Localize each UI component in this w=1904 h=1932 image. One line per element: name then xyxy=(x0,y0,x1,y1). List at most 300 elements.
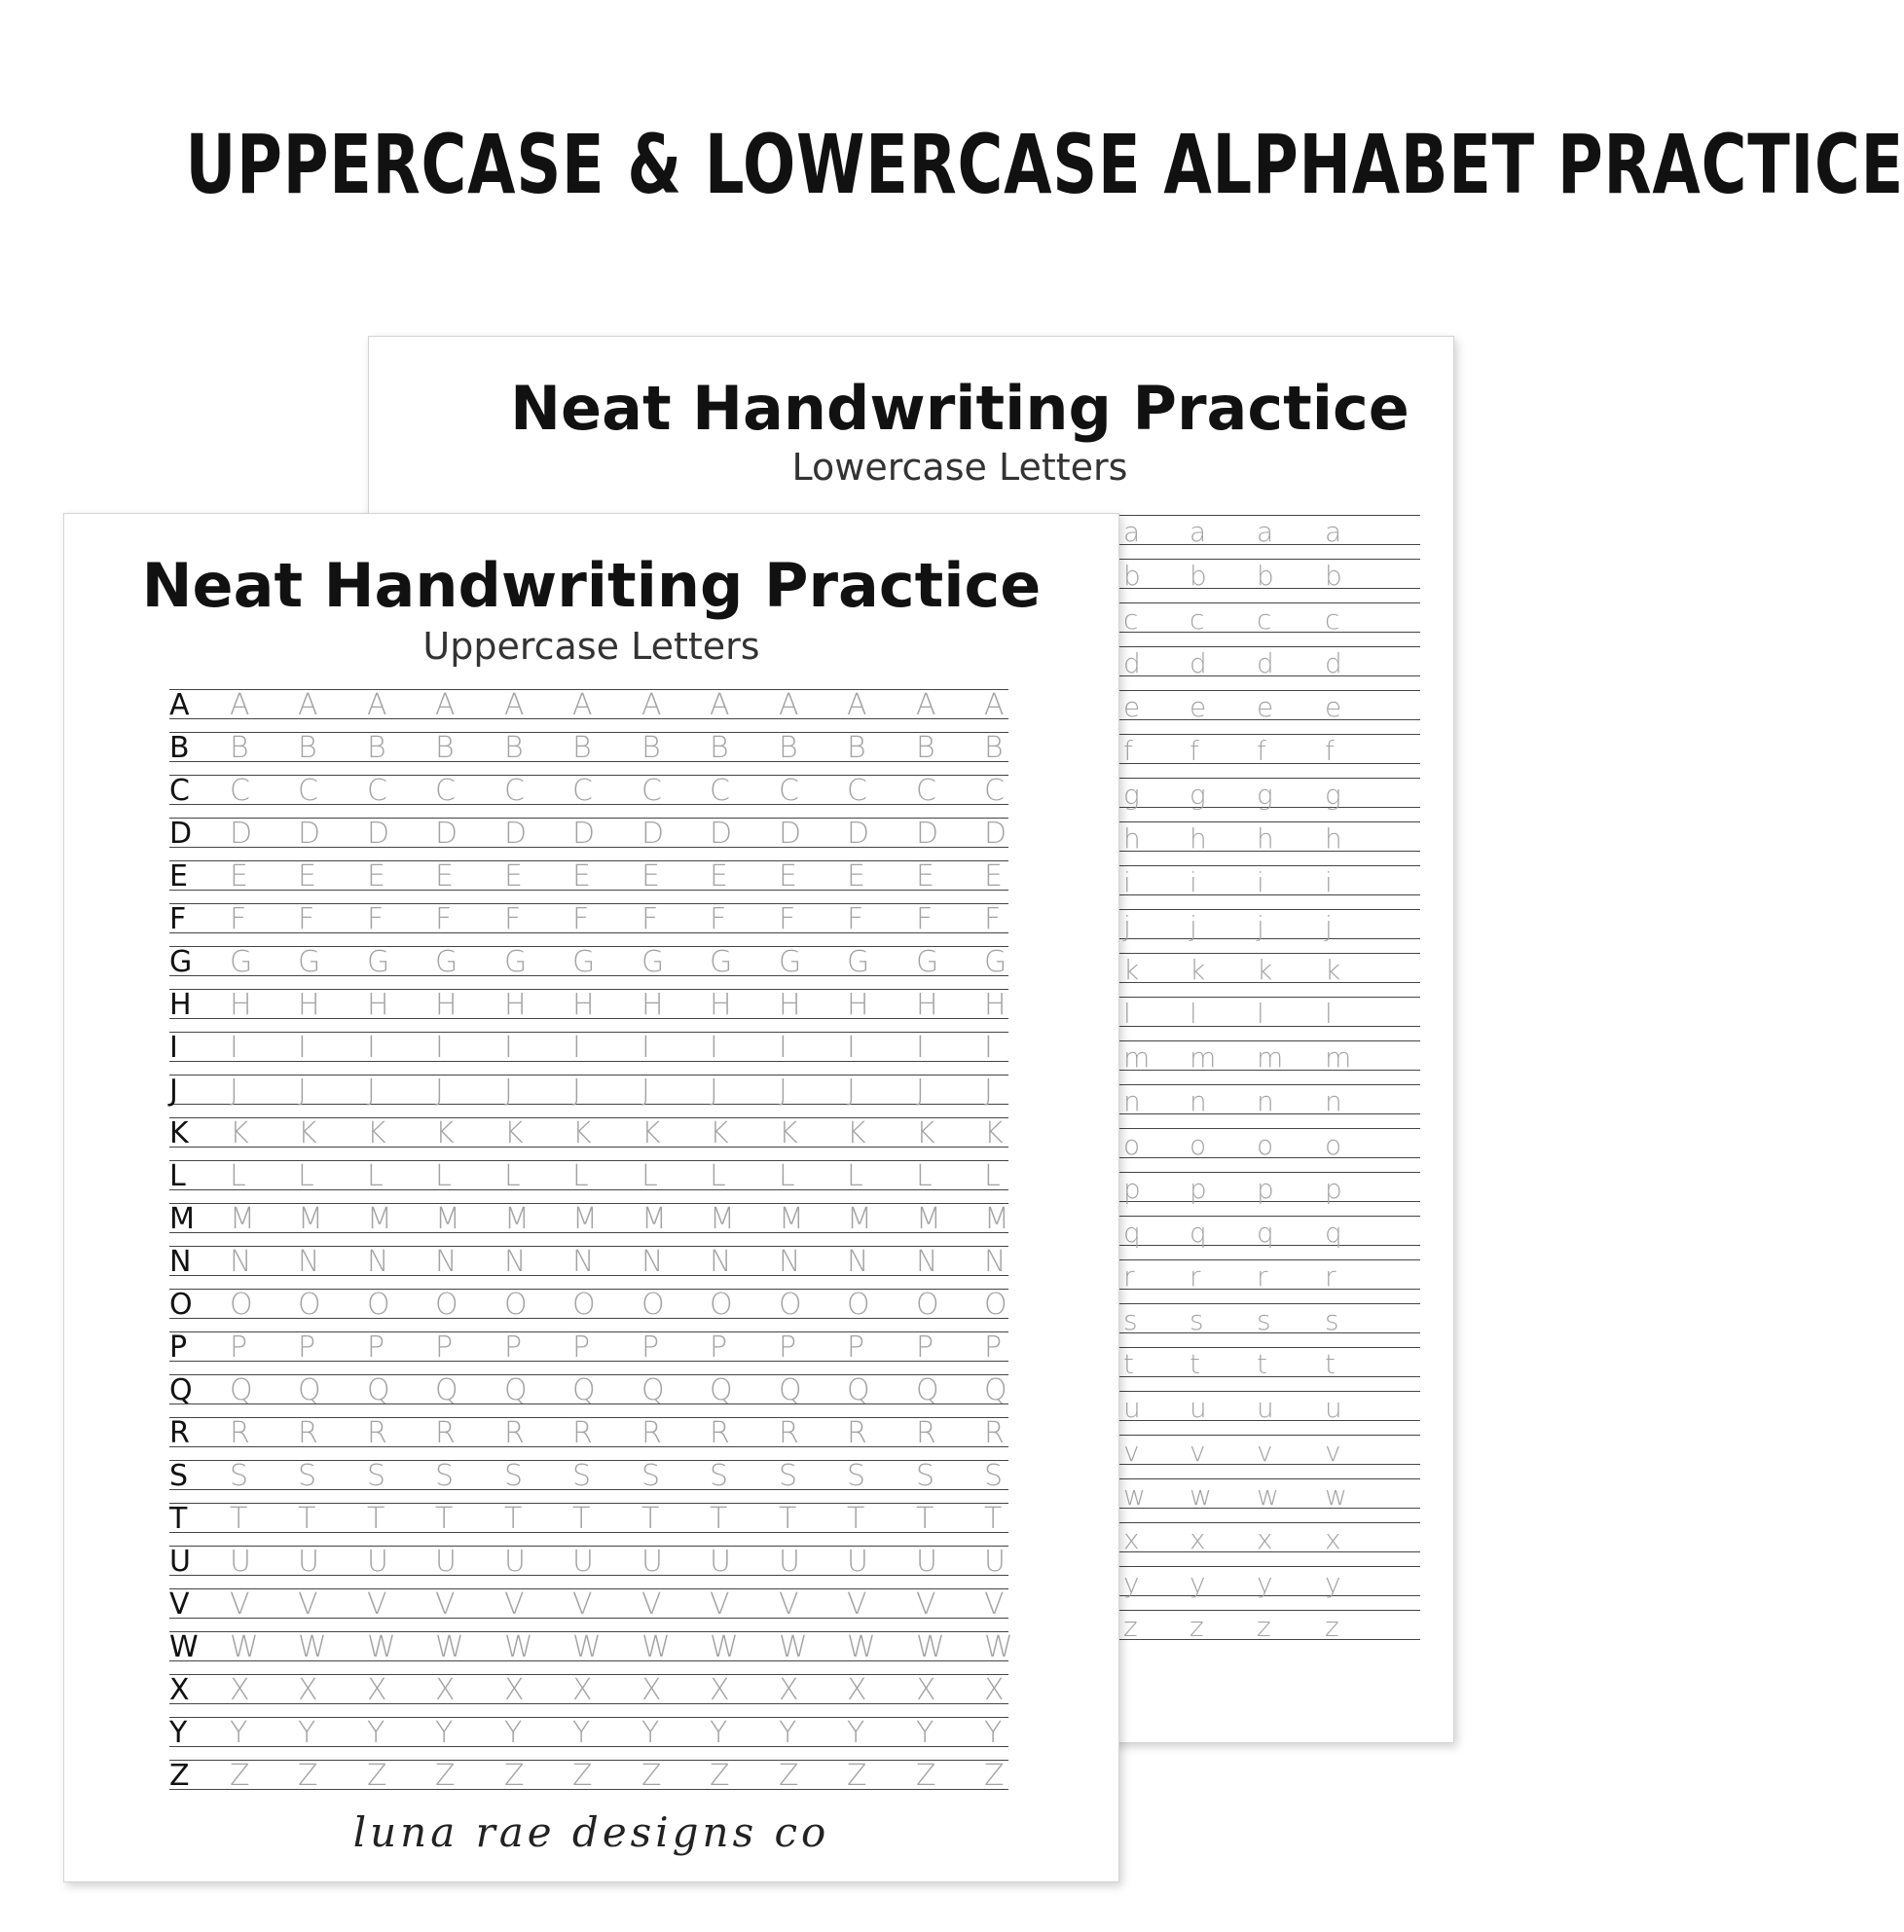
trace-letter: Y xyxy=(572,1716,591,1750)
trace-letter: W xyxy=(504,1630,533,1664)
trace-letter: b xyxy=(1190,560,1207,592)
trace-letter: S xyxy=(779,1459,798,1493)
trace-letter: X xyxy=(984,1673,1005,1707)
trace-letter: H xyxy=(572,988,595,1022)
trace-letter: J xyxy=(984,1074,993,1108)
trace-letter: v xyxy=(1325,1436,1341,1468)
trace-letter: f xyxy=(1257,735,1266,767)
trace-letter: Y xyxy=(504,1716,523,1750)
trace-letter: I xyxy=(572,1031,581,1065)
trace-letter: V xyxy=(779,1587,799,1622)
trace-letter: J xyxy=(710,1074,718,1108)
trace-letter: U xyxy=(298,1545,319,1579)
trace-letter: B xyxy=(984,731,1004,765)
trace-letter: Z xyxy=(435,1759,456,1793)
trace-letter: S xyxy=(984,1459,1004,1493)
trace-letter: A xyxy=(504,688,525,722)
trace-letter: E xyxy=(710,859,728,893)
trace-letter: D xyxy=(710,817,733,851)
trace-letter: X xyxy=(572,1673,593,1707)
trace-letter: h xyxy=(1257,822,1274,855)
trace-letter: A xyxy=(984,688,1005,722)
trace-letter: M xyxy=(572,1202,598,1236)
trace-letter: C xyxy=(230,774,250,808)
trace-letter: a xyxy=(1123,516,1141,548)
trace-letter: Y xyxy=(230,1716,248,1750)
trace-letter: G xyxy=(230,945,253,979)
trace-letter: W xyxy=(641,1630,671,1664)
trace-letter: x xyxy=(1257,1523,1273,1555)
trace-letter: N xyxy=(710,1245,732,1279)
trace-letter: H xyxy=(298,988,320,1022)
trace-letter: N xyxy=(504,1245,527,1279)
trace-letter: V xyxy=(298,1587,318,1622)
trace-letter: A xyxy=(572,688,593,722)
trace-letter: q xyxy=(1190,1217,1207,1249)
trace-letter: E xyxy=(572,859,591,893)
trace-letter: X xyxy=(779,1673,799,1707)
model-letter: W xyxy=(169,1630,199,1664)
trace-letter: H xyxy=(984,988,1007,1022)
trace-letter: h xyxy=(1190,822,1207,855)
trace-letter: D xyxy=(984,817,1007,851)
trace-letter: R xyxy=(916,1416,936,1450)
trace-letter: B xyxy=(298,731,317,765)
sheet-title: Neat Handwriting Practice xyxy=(141,550,1042,621)
trace-letter: D xyxy=(298,817,321,851)
trace-letter: E xyxy=(641,859,660,893)
trace-letter: U xyxy=(572,1545,594,1579)
trace-letter: B xyxy=(641,731,661,765)
trace-letter: X xyxy=(916,1673,936,1707)
model-letter: R xyxy=(169,1416,190,1450)
trace-letter: K xyxy=(572,1116,592,1150)
trace-letter: C xyxy=(916,774,936,808)
trace-letter: z xyxy=(1257,1611,1271,1643)
trace-letter: M xyxy=(779,1202,804,1236)
trace-letter: f xyxy=(1123,735,1133,767)
trace-letter: N xyxy=(847,1245,869,1279)
trace-letter: I xyxy=(298,1031,307,1065)
trace-letter: N xyxy=(984,1245,1007,1279)
trace-letter: Y xyxy=(435,1716,454,1750)
model-letter: H xyxy=(169,988,192,1022)
trace-letter: C xyxy=(779,774,799,808)
trace-letter: O xyxy=(779,1288,802,1322)
trace-letter: x xyxy=(1123,1523,1140,1555)
trace-letter: X xyxy=(367,1673,387,1707)
trace-letter: M xyxy=(435,1202,460,1236)
model-letter: B xyxy=(169,731,190,765)
trace-letter: b xyxy=(1257,560,1274,592)
trace-letter: T xyxy=(367,1502,385,1536)
trace-letter: L xyxy=(779,1159,795,1193)
trace-letter: h xyxy=(1123,822,1141,855)
trace-letter: T xyxy=(230,1502,248,1536)
trace-letter: J xyxy=(298,1074,307,1108)
trace-letter: Q xyxy=(779,1373,802,1407)
trace-letter: i xyxy=(1190,866,1197,898)
trace-letter: K xyxy=(367,1116,386,1150)
trace-letter: u xyxy=(1257,1392,1274,1424)
trace-letter: I xyxy=(710,1031,718,1065)
trace-letter: Z xyxy=(230,1759,250,1793)
model-letter: I xyxy=(169,1031,178,1065)
trace-letter: g xyxy=(1325,779,1341,811)
trace-letter: s xyxy=(1190,1304,1204,1336)
trace-letter: T xyxy=(504,1502,523,1536)
trace-letter: W xyxy=(298,1630,327,1664)
trace-letter: o xyxy=(1257,1129,1274,1161)
trace-letter: M xyxy=(504,1202,530,1236)
trace-letter: W xyxy=(984,1630,1013,1664)
trace-letter: P xyxy=(916,1331,934,1365)
trace-letter: C xyxy=(710,774,730,808)
trace-letter: U xyxy=(984,1545,1006,1579)
trace-letter: N xyxy=(572,1245,595,1279)
trace-letter: Z xyxy=(367,1759,387,1793)
trace-letter: O xyxy=(641,1288,665,1322)
trace-letter: C xyxy=(641,774,662,808)
trace-letter: I xyxy=(641,1031,650,1065)
model-letter: U xyxy=(169,1545,191,1579)
trace-letter: R xyxy=(230,1416,250,1450)
trace-letter: T xyxy=(710,1502,728,1536)
trace-letter: Z xyxy=(572,1759,593,1793)
trace-letter: a xyxy=(1190,516,1207,548)
model-letter: G xyxy=(169,945,193,979)
sheet-title: Neat Handwriting Practice xyxy=(510,373,1410,444)
trace-letter: Y xyxy=(779,1716,797,1750)
trace-letter: k xyxy=(1123,954,1140,986)
trace-letter: F xyxy=(916,902,934,936)
trace-letter: V xyxy=(984,1587,1005,1622)
trace-letter: N xyxy=(641,1245,664,1279)
trace-letter: H xyxy=(367,988,389,1022)
trace-letter: F xyxy=(504,902,522,936)
trace-letter: S xyxy=(572,1459,592,1493)
trace-letter: r xyxy=(1190,1260,1201,1293)
trace-letter: v xyxy=(1123,1436,1140,1468)
trace-letter: F xyxy=(641,902,659,936)
trace-letter: p xyxy=(1257,1173,1274,1205)
trace-letter: P xyxy=(504,1331,523,1365)
trace-letter: Z xyxy=(710,1759,730,1793)
trace-letter: n xyxy=(1190,1085,1207,1117)
trace-letter: C xyxy=(298,774,318,808)
trace-letter: Q xyxy=(572,1373,596,1407)
guide-line-bottom xyxy=(169,1061,1008,1062)
trace-letter: Y xyxy=(641,1716,660,1750)
trace-letter: B xyxy=(230,731,249,765)
trace-letter: U xyxy=(779,1545,800,1579)
trace-letter: P xyxy=(641,1331,660,1365)
trace-letter: U xyxy=(367,1545,388,1579)
trace-letter: n xyxy=(1257,1085,1274,1117)
trace-letter: E xyxy=(984,859,1003,893)
model-letter: V xyxy=(169,1587,190,1622)
trace-letter: b xyxy=(1325,560,1342,592)
trace-letter: M xyxy=(230,1202,255,1236)
trace-letter: G xyxy=(572,945,596,979)
trace-letter: R xyxy=(847,1416,867,1450)
trace-letter: M xyxy=(641,1202,667,1236)
trace-letter: L xyxy=(916,1159,933,1193)
trace-letter: G xyxy=(710,945,733,979)
trace-letter: w xyxy=(1257,1479,1279,1512)
model-letter: O xyxy=(169,1288,193,1322)
trace-letter: o xyxy=(1123,1129,1141,1161)
trace-letter: d xyxy=(1257,647,1274,679)
trace-letter: F xyxy=(298,902,315,936)
trace-letter: V xyxy=(847,1587,867,1622)
trace-letter: H xyxy=(230,988,252,1022)
trace-letter: O xyxy=(435,1288,458,1322)
page-banner-title: UPPERCASE & LOWERCASE ALPHABET PRACTICE xyxy=(185,117,1904,212)
trace-letter: O xyxy=(572,1288,596,1322)
trace-letter: A xyxy=(916,688,936,722)
trace-letter: B xyxy=(435,731,455,765)
trace-letter: N xyxy=(779,1245,801,1279)
guide-line-top xyxy=(169,1160,1008,1161)
trace-letter: G xyxy=(298,945,321,979)
trace-letter: A xyxy=(847,688,867,722)
trace-letter: m xyxy=(1325,1041,1352,1074)
trace-letter: Z xyxy=(504,1759,525,1793)
trace-letter: L xyxy=(504,1159,521,1193)
uppercase-practice-sheet xyxy=(63,513,1119,1882)
trace-letter: c xyxy=(1123,603,1139,636)
trace-letter: E xyxy=(298,859,316,893)
trace-letter: z xyxy=(1325,1611,1339,1643)
trace-letter: U xyxy=(916,1545,937,1579)
trace-letter: N xyxy=(367,1245,389,1279)
trace-letter: q xyxy=(1257,1217,1274,1249)
trace-letter: Z xyxy=(916,1759,936,1793)
trace-letter: F xyxy=(710,902,727,936)
trace-letter: P xyxy=(572,1331,591,1365)
trace-letter: Y xyxy=(367,1716,385,1750)
trace-letter: N xyxy=(916,1245,938,1279)
trace-letter: G xyxy=(435,945,458,979)
trace-letter: O xyxy=(916,1288,939,1322)
trace-letter: l xyxy=(1190,998,1197,1030)
trace-letter: U xyxy=(230,1545,251,1579)
trace-letter: S xyxy=(641,1459,661,1493)
trace-letter: Y xyxy=(916,1716,934,1750)
trace-letter: B xyxy=(916,731,935,765)
trace-letter: J xyxy=(847,1074,856,1108)
trace-letter: E xyxy=(367,859,385,893)
trace-letter: G xyxy=(641,945,665,979)
trace-letter: S xyxy=(435,1459,455,1493)
trace-letter: j xyxy=(1123,910,1131,942)
trace-letter: C xyxy=(504,774,525,808)
trace-letter: F xyxy=(367,902,384,936)
trace-letter: J xyxy=(641,1074,650,1108)
trace-letter: A xyxy=(641,688,662,722)
trace-letter: T xyxy=(847,1502,865,1536)
trace-letter: H xyxy=(435,988,458,1022)
trace-letter: T xyxy=(641,1502,660,1536)
trace-letter: V xyxy=(710,1587,730,1622)
trace-letter: A xyxy=(298,688,318,722)
guide-line-bottom xyxy=(169,1104,1008,1105)
trace-letter: R xyxy=(641,1416,662,1450)
trace-letter: Q xyxy=(435,1373,458,1407)
trace-letter: R xyxy=(572,1416,593,1450)
trace-letter: P xyxy=(779,1331,797,1365)
trace-letter: I xyxy=(779,1031,787,1065)
trace-letter: Q xyxy=(367,1373,390,1407)
model-letter: Y xyxy=(169,1716,188,1750)
trace-letter: p xyxy=(1190,1173,1207,1205)
trace-letter: E xyxy=(230,859,248,893)
trace-letter: c xyxy=(1257,603,1272,636)
trace-letter: K xyxy=(916,1116,935,1150)
trace-letter: E xyxy=(916,859,934,893)
trace-letter: E xyxy=(779,859,797,893)
trace-letter: B xyxy=(504,731,524,765)
trace-letter: J xyxy=(367,1074,376,1108)
trace-letter: P xyxy=(298,1331,316,1365)
trace-letter: D xyxy=(504,817,528,851)
trace-letter: H xyxy=(710,988,732,1022)
trace-letter: D xyxy=(641,817,665,851)
trace-letter: W xyxy=(435,1630,464,1664)
trace-letter: y xyxy=(1257,1567,1273,1599)
trace-letter: E xyxy=(435,859,454,893)
trace-letter: p xyxy=(1123,1173,1141,1205)
trace-letter: l xyxy=(1257,998,1264,1030)
trace-letter: I xyxy=(435,1031,444,1065)
trace-letter: M xyxy=(710,1202,735,1236)
trace-letter: a xyxy=(1325,516,1342,548)
trace-letter: K xyxy=(984,1116,1004,1150)
trace-letter: g xyxy=(1257,779,1273,811)
trace-letter: D xyxy=(435,817,458,851)
trace-letter: V xyxy=(435,1587,456,1622)
trace-letter: M xyxy=(298,1202,323,1236)
trace-letter: y xyxy=(1190,1567,1206,1599)
trace-letter: E xyxy=(504,859,523,893)
trace-letter: j xyxy=(1325,910,1333,942)
trace-letter: R xyxy=(298,1416,318,1450)
trace-letter: R xyxy=(984,1416,1005,1450)
trace-letter: A xyxy=(779,688,799,722)
signature: luna rae designs co xyxy=(352,1808,830,1856)
trace-letter: W xyxy=(572,1630,602,1664)
trace-letter: G xyxy=(504,945,528,979)
trace-letter: H xyxy=(641,988,664,1022)
model-letter: Q xyxy=(169,1373,193,1407)
trace-letter: j xyxy=(1190,910,1197,942)
trace-letter: B xyxy=(367,731,386,765)
trace-letter: F xyxy=(572,902,590,936)
trace-letter: k xyxy=(1190,954,1206,986)
trace-letter: I xyxy=(230,1031,238,1065)
trace-letter: R xyxy=(367,1416,387,1450)
trace-letter: D xyxy=(572,817,596,851)
trace-letter: Q xyxy=(230,1373,253,1407)
trace-letter: z xyxy=(1123,1611,1138,1643)
trace-letter: W xyxy=(847,1630,876,1664)
trace-letter: T xyxy=(298,1502,316,1536)
trace-letter: Y xyxy=(984,1716,1003,1750)
model-letter: C xyxy=(169,774,190,808)
trace-letter: y xyxy=(1123,1567,1140,1599)
trace-letter: M xyxy=(984,1202,1009,1236)
trace-letter: A xyxy=(230,688,250,722)
trace-letter: L xyxy=(298,1159,314,1193)
trace-letter: M xyxy=(916,1202,941,1236)
trace-letter: V xyxy=(367,1587,387,1622)
trace-letter: t xyxy=(1325,1348,1336,1380)
trace-letter: A xyxy=(367,688,387,722)
trace-letter: O xyxy=(710,1288,733,1322)
trace-letter: i xyxy=(1257,866,1264,898)
trace-letter: t xyxy=(1190,1348,1200,1380)
trace-letter: C xyxy=(572,774,593,808)
trace-letter: S xyxy=(367,1459,386,1493)
trace-letter: Y xyxy=(710,1716,728,1750)
trace-letter: S xyxy=(710,1459,729,1493)
trace-letter: J xyxy=(572,1074,581,1108)
trace-letter: C xyxy=(984,774,1005,808)
trace-letter: H xyxy=(504,988,527,1022)
trace-letter: D xyxy=(367,817,390,851)
trace-letter: M xyxy=(847,1202,872,1236)
trace-letter: L xyxy=(847,1159,863,1193)
model-letter: Z xyxy=(169,1759,190,1793)
trace-letter: Z xyxy=(298,1759,318,1793)
trace-letter: Q xyxy=(984,1373,1007,1407)
trace-letter: X xyxy=(847,1673,867,1707)
trace-letter: G xyxy=(916,945,939,979)
trace-letter: P xyxy=(847,1331,865,1365)
trace-letter: L xyxy=(572,1159,589,1193)
guide-line-top xyxy=(169,903,1008,904)
trace-letter: K xyxy=(779,1116,798,1150)
model-letter: J xyxy=(169,1074,178,1108)
trace-letter: X xyxy=(298,1673,318,1707)
trace-letter: u xyxy=(1123,1392,1141,1424)
trace-letter: P xyxy=(230,1331,248,1365)
trace-letter: V xyxy=(572,1587,593,1622)
trace-letter: O xyxy=(984,1288,1007,1322)
trace-letter: i xyxy=(1123,866,1131,898)
trace-letter: u xyxy=(1190,1392,1207,1424)
trace-letter: Q xyxy=(298,1373,321,1407)
trace-letter: U xyxy=(435,1545,457,1579)
trace-letter: S xyxy=(230,1459,249,1493)
trace-letter: G xyxy=(984,945,1007,979)
model-letter: S xyxy=(169,1459,189,1493)
trace-letter: O xyxy=(230,1288,253,1322)
trace-letter: M xyxy=(367,1202,392,1236)
trace-letter: D xyxy=(916,817,939,851)
trace-letter: m xyxy=(1190,1041,1217,1074)
trace-letter: w xyxy=(1325,1479,1347,1512)
trace-letter: C xyxy=(367,774,387,808)
guide-line-bottom xyxy=(169,1189,1008,1190)
trace-letter: w xyxy=(1123,1479,1146,1512)
trace-letter: o xyxy=(1190,1129,1207,1161)
trace-letter: L xyxy=(230,1159,246,1193)
trace-letter: l xyxy=(1325,998,1333,1030)
trace-letter: d xyxy=(1325,647,1342,679)
trace-letter: Q xyxy=(916,1373,939,1407)
